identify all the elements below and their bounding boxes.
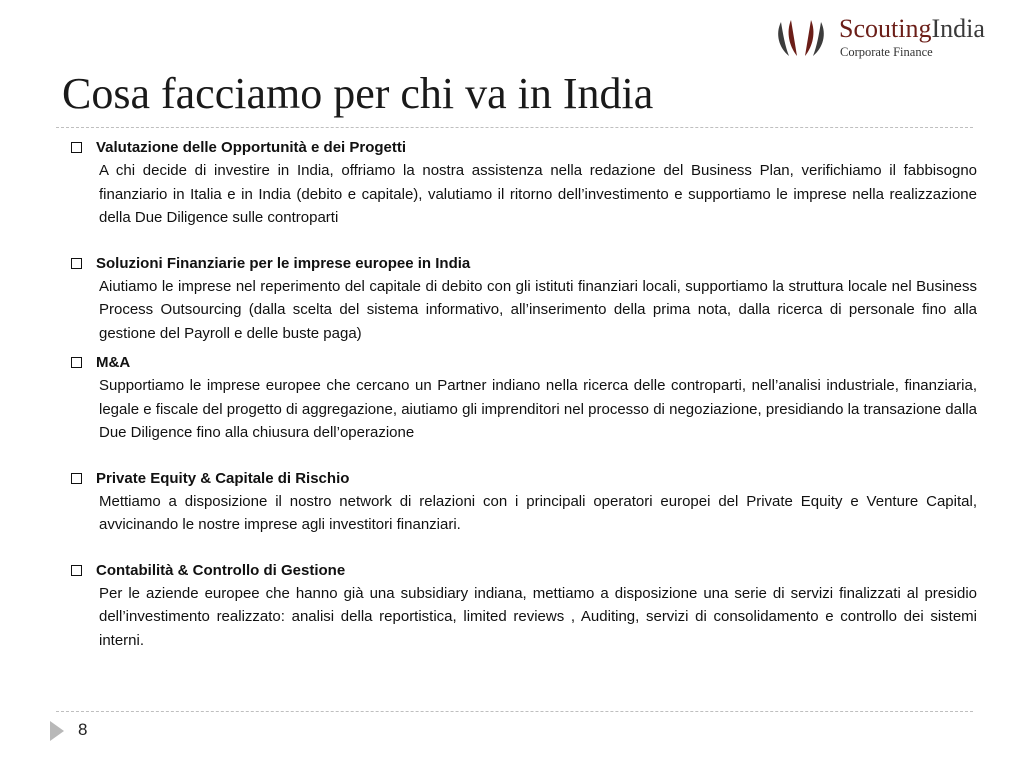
section-private-equity <box>70 467 977 537</box>
checkbox-bullet-icon <box>71 473 82 484</box>
section-soluzioni-finanziarie <box>70 252 977 346</box>
section-heading <box>70 252 977 275</box>
checkbox-bullet-icon <box>71 258 82 269</box>
section-body: Supportiamo le imprese europee che cercano un Partner indiano nella ricerca delle controparti, nell’analisi industriale, finanziaria, legale e fiscale del progetto di aggregazione, aiutiamo gli imprenditori nel processo di negoziazione, presidiando la transazione dalla Due Diligence fino alla chiusura dell’operazione <box>99 377 977 441</box>
footer-arrow-icon <box>50 721 64 741</box>
section-heading <box>70 136 977 159</box>
section-body: Per le aziende europee che hanno già una subsidiary indiana, mettiamo a disposizione una serie di servizi finalizzati al presidio dell’investimento realizzato: analisi della reportistica, limited reviews , Auditing, servizi di consolidamento e controllo dei sistemi interni. <box>99 584 977 649</box>
section-body: Mettiamo a disposizione il nostro network di relazioni con i principali operatori europei del Private Equity e Venture Capital, avvicinando le nostre imprese agli investitori finanziari. <box>99 492 977 533</box>
slide-content <box>70 136 977 652</box>
wheat-leaves-logo-icon <box>773 16 829 60</box>
section-heading-text: Soluzioni Finanziarie per le imprese europee in India <box>96 254 471 272</box>
section-heading-text: M&A <box>96 354 131 371</box>
brand-name <box>839 14 985 44</box>
checkbox-bullet-icon <box>71 357 82 368</box>
bottom-divider <box>56 711 973 712</box>
top-divider <box>56 127 973 128</box>
checkbox-bullet-icon <box>71 142 82 153</box>
slide-title: Cosa facciamo per chi va in India <box>62 69 654 118</box>
section-body: Aiutiamo le imprese nel reperimento del capitale di debito con gli istituti finanziari locali, supportiamo la struttura locale nel Business Process Outsourcing (dalla scelta del sistema informativo, all’inserimento della prima nota, dalla ricerca di personale fino alla gestione del Payroll e delle buste paga) <box>99 277 977 342</box>
section-valutazione <box>70 136 977 230</box>
section-body: A chi decide di investire in India, offriamo la nostra assistenza nella redazione del Business Plan, verifichiamo il fabbisogno finanziario in Italia e in India (debito e capitale), valutiamo il ritorno dell’investimento e supportiamo le imprese nella realizzazione della Due Diligence sulle controparti <box>99 162 977 226</box>
section-m-and-a <box>70 351 977 445</box>
checkbox-bullet-icon <box>71 565 82 576</box>
brand-tagline: Corporate Finance <box>840 45 933 59</box>
spacer <box>70 445 977 467</box>
section-heading-text: Contabilità & Controllo di Gestione <box>96 561 346 579</box>
section-heading-text: Private Equity & Capitale di Rischio <box>96 469 350 487</box>
brand-name-part2: India <box>931 14 985 43</box>
spacer <box>70 537 977 559</box>
page-number: 8 <box>78 720 88 739</box>
section-contabilita <box>70 559 977 653</box>
brand-logo <box>773 14 1018 62</box>
brand-name-part1: Scouting <box>839 14 932 43</box>
section-heading <box>70 559 977 582</box>
spacer <box>70 230 977 252</box>
section-heading <box>70 351 977 374</box>
section-heading <box>70 467 977 490</box>
section-heading-text: Valutazione delle Opportunità e dei Progetti <box>96 139 407 156</box>
